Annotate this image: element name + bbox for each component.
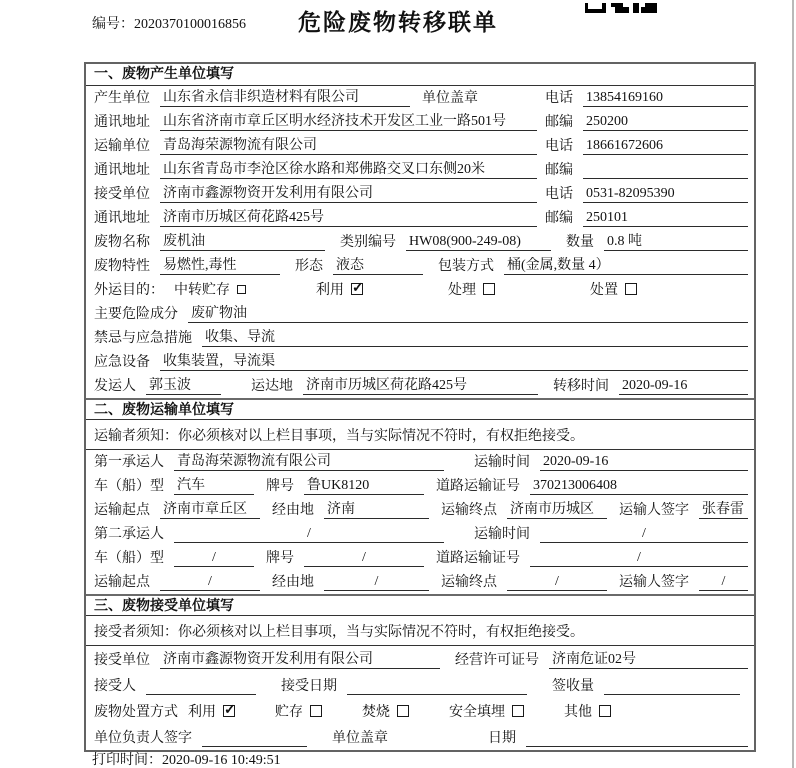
row-acceptor xyxy=(86,672,754,698)
row-vehicle-2 xyxy=(86,546,754,570)
accept-date-field xyxy=(347,678,527,695)
transport-address-field: 山东省青岛市李沧区徐水路和郑佛路交叉口东侧20米 xyxy=(160,161,537,179)
field-label: 经营许可证号 xyxy=(455,653,539,668)
plate-number-1-field: 鲁UK8120 xyxy=(304,477,424,495)
field-label: 电话 xyxy=(545,91,573,106)
carrier-signature-2-field: / xyxy=(699,573,748,591)
row-disposal-method xyxy=(86,698,754,724)
destination-field: 济南市历城区荷花路425号 xyxy=(303,377,538,395)
checkbox-option-utilize xyxy=(188,701,235,721)
checkbox-label: 中转贮存 xyxy=(174,283,230,298)
transporter-notice: 运输者须知：你必须核对以上栏目事项，当与实际情况不符时，有权拒绝接受。 xyxy=(86,420,754,450)
emergency-equipment-field: 收集装置，导流渠 xyxy=(160,353,748,371)
field-label: 道路运输证号 xyxy=(436,479,520,494)
carrier-signature-1-field: 张春雷 xyxy=(699,501,748,519)
responsible-signature-field xyxy=(202,730,307,747)
row-waste-properties xyxy=(86,254,754,278)
field-label: 运输时间 xyxy=(474,455,530,470)
checkbox-option-utilize xyxy=(316,279,363,299)
field-label: 类别编号 xyxy=(340,235,396,250)
license-number-field: 济南危证02号 xyxy=(549,651,748,669)
checkbox-option-transit-storage xyxy=(174,279,246,299)
checkbox-option-dispose xyxy=(590,279,637,299)
field-label: 通讯地址 xyxy=(94,163,150,178)
field-label: 车（船）型 xyxy=(94,551,164,566)
section-2-title: 二、废物运输单位填写 xyxy=(86,398,754,420)
checkbox-icon xyxy=(625,283,637,295)
checkbox-label: 其他 xyxy=(564,705,592,720)
row-emergency-equipment xyxy=(86,350,754,374)
vehicle-type-2-field: / xyxy=(174,549,254,567)
field-label: 运输单位 xyxy=(94,139,150,154)
checkbox-icon xyxy=(397,705,409,717)
checkbox-label: 处置 xyxy=(590,283,618,298)
unit-seal-label: 单位盖章 xyxy=(332,731,388,746)
field-label: 运达地 xyxy=(251,379,293,394)
route-via-2-field: / xyxy=(324,573,429,591)
field-label: 邮编 xyxy=(545,163,573,178)
checkbox-option-landfill xyxy=(449,701,524,721)
receive-date-field xyxy=(526,730,748,747)
section-1-title: 一、废物产生单位填写 xyxy=(86,64,754,86)
field-label: 电话 xyxy=(545,187,573,202)
row-emergency-measures xyxy=(86,326,754,350)
waste-form-field: 液态 xyxy=(333,257,423,275)
producer-unit-field: 山东省永信非织造材料有限公司 xyxy=(160,89,410,107)
producer-phone-field: 13854169160 xyxy=(583,89,748,107)
producer-address-field: 山东省济南市章丘区明水经济技术开发区工业一路501号 xyxy=(160,113,537,131)
receiver-notice: 接受者须知：你必须核对以上栏目事项，当与实际情况不符时，有权拒绝接受。 xyxy=(86,616,754,646)
print-time-label: 打印时间： xyxy=(92,753,162,768)
row-transport-unit xyxy=(86,134,754,158)
page-edge-line xyxy=(792,0,794,768)
dispatcher-field: 郭玉波 xyxy=(146,377,221,395)
page-title: 危险废物转移联单 xyxy=(298,10,498,35)
field-label: 转移时间 xyxy=(553,379,609,394)
row-waste-name xyxy=(86,230,754,254)
field-label: 废物处置方式 xyxy=(94,705,178,720)
waste-quantity-field: 0.8 吨 xyxy=(604,233,748,251)
field-label: 运输人签字 xyxy=(619,575,689,590)
checkbox-option-store xyxy=(275,701,322,721)
checkbox-option-other xyxy=(564,701,611,721)
vehicle-type-1-field: 汽车 xyxy=(174,477,254,495)
waste-name-field: 废机油 xyxy=(160,233,325,251)
plate-number-2-field: / xyxy=(304,549,424,567)
row-receiver-unit xyxy=(86,182,754,206)
print-time-value: 2020-09-16 10:49:51 xyxy=(162,753,281,768)
checkbox-checked-icon xyxy=(351,283,363,295)
accepting-unit-field: 济南市鑫源物资开发利用有限公司 xyxy=(160,651,440,669)
field-label: 签收量 xyxy=(552,679,594,694)
row-responsible-signature xyxy=(86,724,754,750)
second-carrier-field: / xyxy=(174,525,444,543)
field-label: 接受日期 xyxy=(281,679,337,694)
row-producer-unit xyxy=(86,86,754,110)
field-label: 接受单位 xyxy=(94,653,150,668)
field-label: 通讯地址 xyxy=(94,115,150,130)
route-start-1-field: 济南市章丘区 xyxy=(160,501,260,519)
checkbox-icon xyxy=(483,283,495,295)
field-label: 应急设备 xyxy=(94,355,150,370)
field-label: 废物名称 xyxy=(94,235,150,250)
field-label: 运输人签字 xyxy=(619,503,689,518)
row-dispatch xyxy=(86,374,754,398)
row-receiver-address xyxy=(86,206,754,230)
field-label: 主要危险成分 xyxy=(94,307,178,322)
field-label: 形态 xyxy=(295,259,323,274)
checkbox-checked-icon xyxy=(223,705,235,717)
field-label: 发运人 xyxy=(94,379,136,394)
field-label: 邮编 xyxy=(545,115,573,130)
checkbox-label: 安全填埋 xyxy=(449,705,505,720)
section-3-title: 三、废物接受单位填写 xyxy=(86,594,754,616)
checkbox-label: 处理 xyxy=(448,283,476,298)
waste-packaging-field: 桶(金属,数量 4） xyxy=(504,257,748,275)
waste-properties-field: 易燃性,毒性 xyxy=(160,257,280,275)
row-accepting-unit xyxy=(86,646,754,672)
serial-value: 2020370100016856 xyxy=(134,17,246,32)
field-label: 日期 xyxy=(488,731,516,746)
field-label: 接受人 xyxy=(94,679,136,694)
field-label: 数量 xyxy=(566,235,594,250)
serial-label: 编号： xyxy=(92,17,134,32)
field-label: 第一承运人 xyxy=(94,455,164,470)
acceptor-field xyxy=(146,678,256,695)
field-label: 废物特性 xyxy=(94,259,150,274)
field-label: 电话 xyxy=(545,139,573,154)
transport-time-1-field: 2020-09-16 xyxy=(540,453,748,471)
waste-code-field: HW08(900-249-08) xyxy=(406,233,551,251)
producer-zip-field: 250200 xyxy=(583,113,748,131)
checkbox-label: 焚烧 xyxy=(362,705,390,720)
checkbox-icon xyxy=(237,285,246,294)
qr-code-fragment-icon xyxy=(585,0,659,10)
field-label: 牌号 xyxy=(266,479,294,494)
received-quantity-field xyxy=(604,678,740,695)
unit-seal-label: 单位盖章 xyxy=(422,91,478,106)
manifest-form xyxy=(84,62,756,752)
field-label: 运输时间 xyxy=(474,527,530,542)
receiver-address-field: 济南市历城区荷花路425号 xyxy=(160,209,537,227)
checkbox-icon xyxy=(512,705,524,717)
transport-phone-field: 18661672606 xyxy=(583,137,748,155)
field-label: 通讯地址 xyxy=(94,211,150,226)
road-permit-2-field: / xyxy=(530,549,748,567)
field-label: 禁忌与应急措施 xyxy=(94,331,192,346)
print-time xyxy=(92,749,281,768)
row-transport-address xyxy=(86,158,754,182)
field-label: 单位负责人签字 xyxy=(94,731,192,746)
field-label: 运输起点 xyxy=(94,503,150,518)
field-label: 运输终点 xyxy=(441,575,497,590)
row-first-carrier xyxy=(86,450,754,474)
row-transfer-purpose xyxy=(86,278,754,302)
field-label: 邮编 xyxy=(545,211,573,226)
route-end-1-field: 济南市历城区 xyxy=(507,501,607,519)
field-label: 运输起点 xyxy=(94,575,150,590)
field-label: 第二承运人 xyxy=(94,527,164,542)
checkbox-option-treat xyxy=(448,279,495,299)
receiver-phone-field: 0531-82095390 xyxy=(583,185,748,203)
receiver-unit-field: 济南市鑫源物资开发利用有限公司 xyxy=(160,185,537,203)
transfer-time-field: 2020-09-16 xyxy=(619,377,748,395)
field-label: 产生单位 xyxy=(94,91,150,106)
road-permit-1-field: 370213006408 xyxy=(530,477,748,495)
emergency-measures-field: 收集、导流 xyxy=(202,329,748,347)
field-label: 运输终点 xyxy=(441,503,497,518)
route-end-2-field: / xyxy=(507,573,607,591)
first-carrier-field: 青岛海荣源物流有限公司 xyxy=(174,453,444,471)
transport-unit-field: 青岛海荣源物流有限公司 xyxy=(160,137,537,155)
checkbox-label: 利用 xyxy=(316,283,344,298)
row-hazard-components xyxy=(86,302,754,326)
field-label: 车（船）型 xyxy=(94,479,164,494)
row-route-1 xyxy=(86,498,754,522)
field-label: 接受单位 xyxy=(94,187,150,202)
checkbox-label: 贮存 xyxy=(275,705,303,720)
hazard-components-field: 废矿物油 xyxy=(188,305,748,323)
route-via-1-field: 济南 xyxy=(324,501,429,519)
checkbox-icon xyxy=(599,705,611,717)
receiver-zip-field: 250101 xyxy=(583,209,748,227)
checkbox-option-incinerate xyxy=(362,701,409,721)
field-label: 包装方式 xyxy=(438,259,494,274)
row-producer-address xyxy=(86,110,754,134)
row-route-2 xyxy=(86,570,754,594)
field-label: 经由地 xyxy=(272,503,314,518)
checkbox-label: 利用 xyxy=(188,705,216,720)
row-vehicle-1 xyxy=(86,474,754,498)
field-label: 牌号 xyxy=(266,551,294,566)
field-label: 外运目的： xyxy=(94,283,164,298)
row-second-carrier xyxy=(86,522,754,546)
field-label: 道路运输证号 xyxy=(436,551,520,566)
transport-time-2-field: / xyxy=(540,525,748,543)
checkbox-icon xyxy=(310,705,322,717)
transport-zip-field xyxy=(583,162,748,179)
field-label: 经由地 xyxy=(272,575,314,590)
route-start-2-field: / xyxy=(160,573,260,591)
